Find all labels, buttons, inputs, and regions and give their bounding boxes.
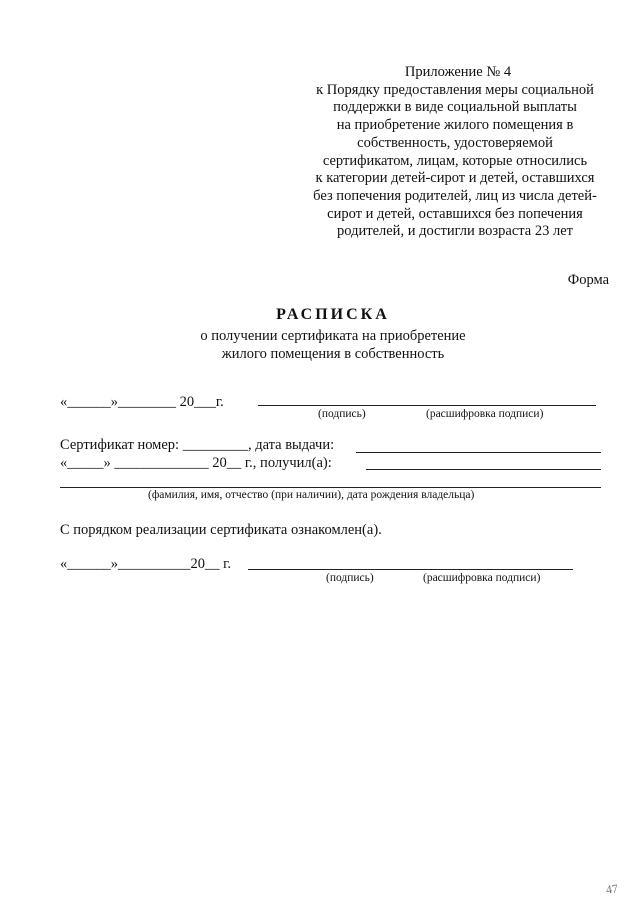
ack-signature-field[interactable] — [248, 569, 573, 570]
receiver-field[interactable] — [366, 469, 601, 470]
certificate-number-label: Сертификат номер: _________, дата выдачи: — [60, 437, 335, 453]
issue-date-field[interactable] — [356, 452, 601, 453]
appendix-line: сертификатом, лицам, которые относились — [322, 152, 588, 169]
ack-signature-caption: (подпись) — [326, 572, 374, 584]
appendix-line: на приобретение жилого помещения в — [336, 117, 574, 134]
appendix-line: поддержки в виде социальной выплаты — [333, 99, 577, 116]
received-date-line: «_____» _____________ 20__ г., получил(а): — [60, 455, 332, 471]
appendix-line: сирот и детей, оставшихся без попечения — [327, 205, 583, 222]
document-subtitle-line: о получении сертификата на приобретение — [200, 328, 466, 344]
acknowledgement-text: С порядком реализации сертификата ознакомлен(а). — [60, 522, 382, 538]
page-corner-mark: 47 — [605, 881, 619, 897]
appendix-line: без попечения родителей, лиц из числа детей- — [313, 187, 597, 204]
owner-details-caption: (фамилия, имя, отчество (при наличии), дата рождения владельца) — [148, 489, 475, 501]
appendix-title: Приложение № 4 — [404, 64, 512, 80]
appendix-header — [300, 64, 610, 241]
ack-signature-decoding-caption: (расшифровка подписи) — [423, 572, 541, 584]
form-label: Форма — [567, 272, 609, 288]
appendix-line: к категории детей-сирот и детей, оставшихся — [315, 170, 595, 187]
owner-details-field[interactable] — [60, 487, 601, 488]
ack-date-line: «______»__________20__ г. — [60, 556, 232, 572]
signature-decoding-caption: (расшифровка подписи) — [426, 408, 544, 420]
appendix-line: собственность, удостоверяемой — [357, 134, 553, 151]
signature-caption: (подпись) — [318, 408, 366, 420]
appendix-line: родителей, и достигли возраста 23 лет — [337, 223, 573, 240]
appendix-line: к Порядку предоставления меры социальной — [316, 81, 594, 98]
document-subtitle-line: жилого помещения в собственность — [221, 346, 445, 362]
date-line: «______»________ 20___г. — [60, 394, 224, 410]
signature-field[interactable] — [258, 405, 596, 406]
document-subtitle — [0, 327, 640, 363]
document-title: РАСПИСКА — [276, 306, 390, 323]
